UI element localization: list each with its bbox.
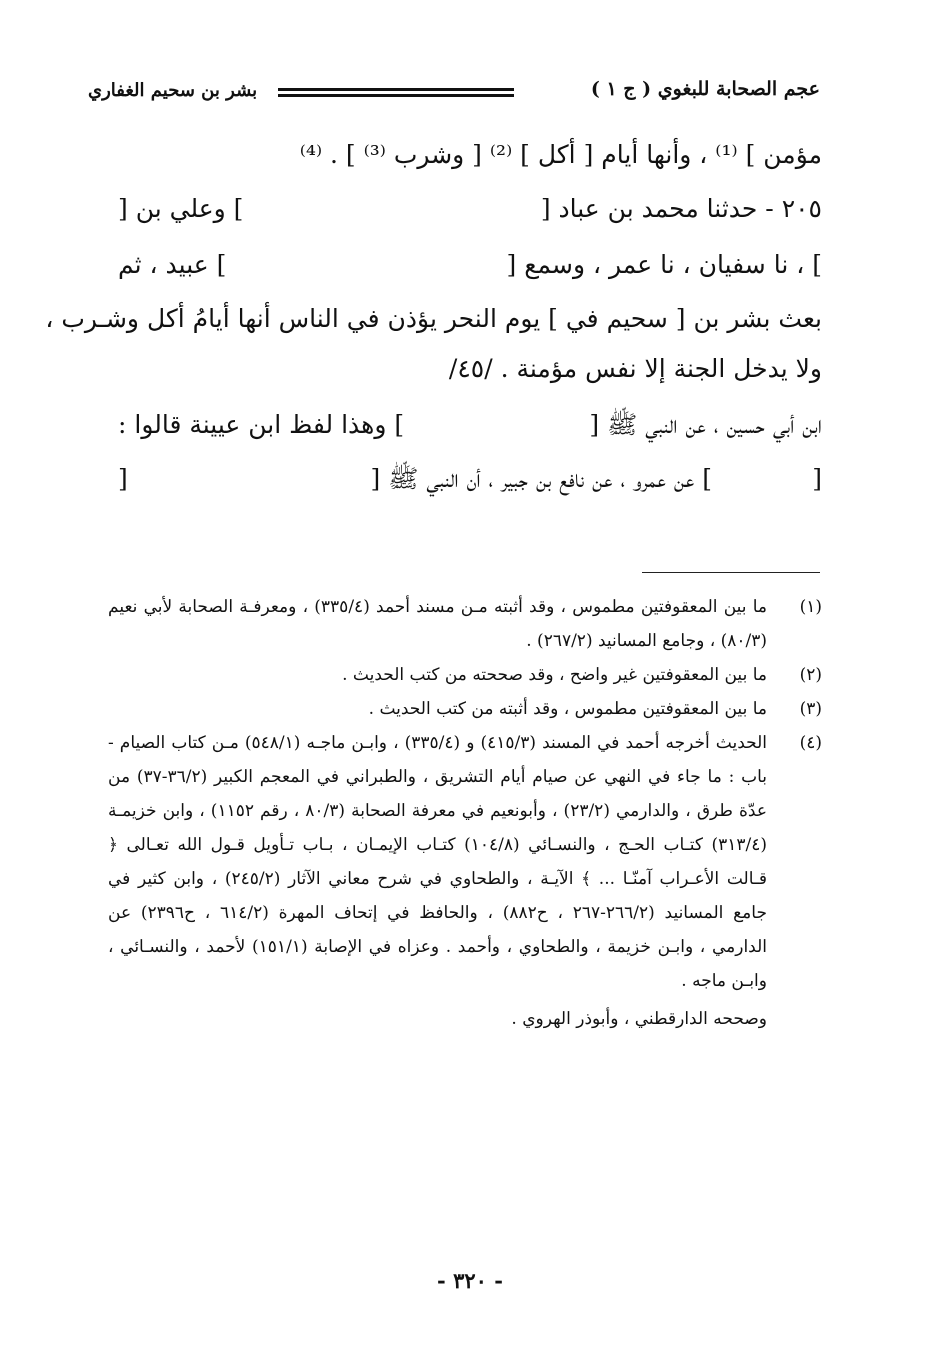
footnote-2 [108, 658, 822, 692]
text-line-6 [118, 400, 822, 450]
footnote-text: الحديث أخرجه أحمد في المسند (٤١٥/٣) و (٣٣٥/٤) ، وابـن ماجـه (٥٤٨/١) مـن كتاب الصيام - باب : ما جاء في النهي عن صيام أيام التشريق ، والطبراني في المعجم الكبير (٣٦/٢-٣٧) من عدّة طرق ، والدارمي (٢٣/٢) ، وأبونعيم في معرفة الصحابة (٨٠/٣ ، رقم ١١٥٢) ، وابن خزيمـة (٣١٣/٤) كتـاب الحـج ، والنسـائي (١٠٤/٨) كتـاب الإيمـان ، بـاب تـأويل قـول الله تعـالى ﴿ قـالت الأعـراب آمنّـا ... ﴾ الآيـة ، والطحاوي في شرح معاني الآثار (٢٤٥/٢) ، وابن كثير في جامع المسانيد (٢٦٦/٢-٢٦٧ ، ح٨٨٢) ، والحافظ في إتحاف المهرة (٦١٤/٢ ، ح٢٣٩٦) عن الدارمي ، وابـن خزيمة ، والطحاوي ، وأحمد . وعزاه في الإصابة (١٥١/١) لأحمد ، والنسـائي ، وابـن ماجه . [108, 733, 768, 991]
page-number: - ٣٢٠ - [437, 1268, 503, 1293]
footnote-text: ما بين المعقوفتين مطموس ، وقد أثبته مـن مسند أحمد (٣٣٥/٤) ، ومعرفـة الصحابة لأبي نعيم (٨٠/٣) ، وجامع المسانيد (٢٦٧/٢) . [108, 597, 767, 651]
text-fragment: ابن أبي حسين ، عن النبي ﷺ [ [589, 410, 822, 439]
text-line-4: بعث بشر بن [ سحيم في ] يوم النحر يؤذن في الناس أنها أيامُ أكل وشـرب ، [45, 304, 822, 333]
hadith-205-start: ٢٠٥ - حدثنا محمد بن عباد [ [540, 194, 822, 223]
footnote-number: (٣) [799, 699, 822, 719]
text-fragment: ] ، نا سفيان ، نا عمر ، وسمع [ [506, 250, 822, 279]
header-book-title: عجم الصحابة للبغوي ( ج ١ ) [590, 78, 820, 100]
text-line-1: مؤمن ] ⁽¹⁾ ، وأنها أيام [ أكل ] ⁽²⁾ [ وشرب ⁽³⁾ ] . ⁽⁴⁾ [299, 140, 822, 169]
text-line-3 [118, 240, 822, 290]
text-fragment: ] وهذا لفظ ابن عيينة قالوا : [118, 410, 405, 439]
text-fragment: [ [812, 464, 822, 493]
footnote-number: (٢) [799, 665, 822, 685]
running-header [88, 74, 820, 114]
footnote-number: (١) [799, 597, 822, 617]
header-rule-bottom [278, 94, 514, 97]
text-fragment: ] عن عمرو ، عن نافع بن جبير ، أن النبي ﷺ [ [370, 464, 712, 493]
main-text [45, 130, 822, 510]
text-line-7 [118, 454, 822, 504]
header-rule-top [278, 88, 514, 91]
footnote-1 [108, 590, 822, 658]
footnote-text: ما بين المعقوفتين غير واضح ، وقد صححته من كتب الحديث . [342, 665, 767, 685]
footnotes [108, 590, 822, 1036]
text-fragment: ] عبيد ، ثم [118, 250, 227, 279]
text-fragment: [ [118, 464, 128, 493]
footnote-4 [108, 726, 822, 998]
text-fragment: ] وعلي بن [ [118, 194, 244, 223]
text-line-5: ولا يدخل الجنة إلا نفس مؤمنة . /٤٥/ [448, 354, 822, 383]
header-chapter-title: بشر بن سحيم الغفاري [88, 80, 258, 101]
footnote-separator [642, 572, 820, 573]
text-line-2 [118, 184, 822, 234]
footnote-number: (٤) [799, 733, 822, 753]
footnote-3 [108, 692, 822, 726]
footnote-text: ما بين المعقوفتين مطموس ، وقد أثبته من كتب الحديث . [368, 699, 767, 719]
footnote-4-continuation: وصححه الدارقطني ، وأبوذر الهروي . [511, 1009, 767, 1029]
